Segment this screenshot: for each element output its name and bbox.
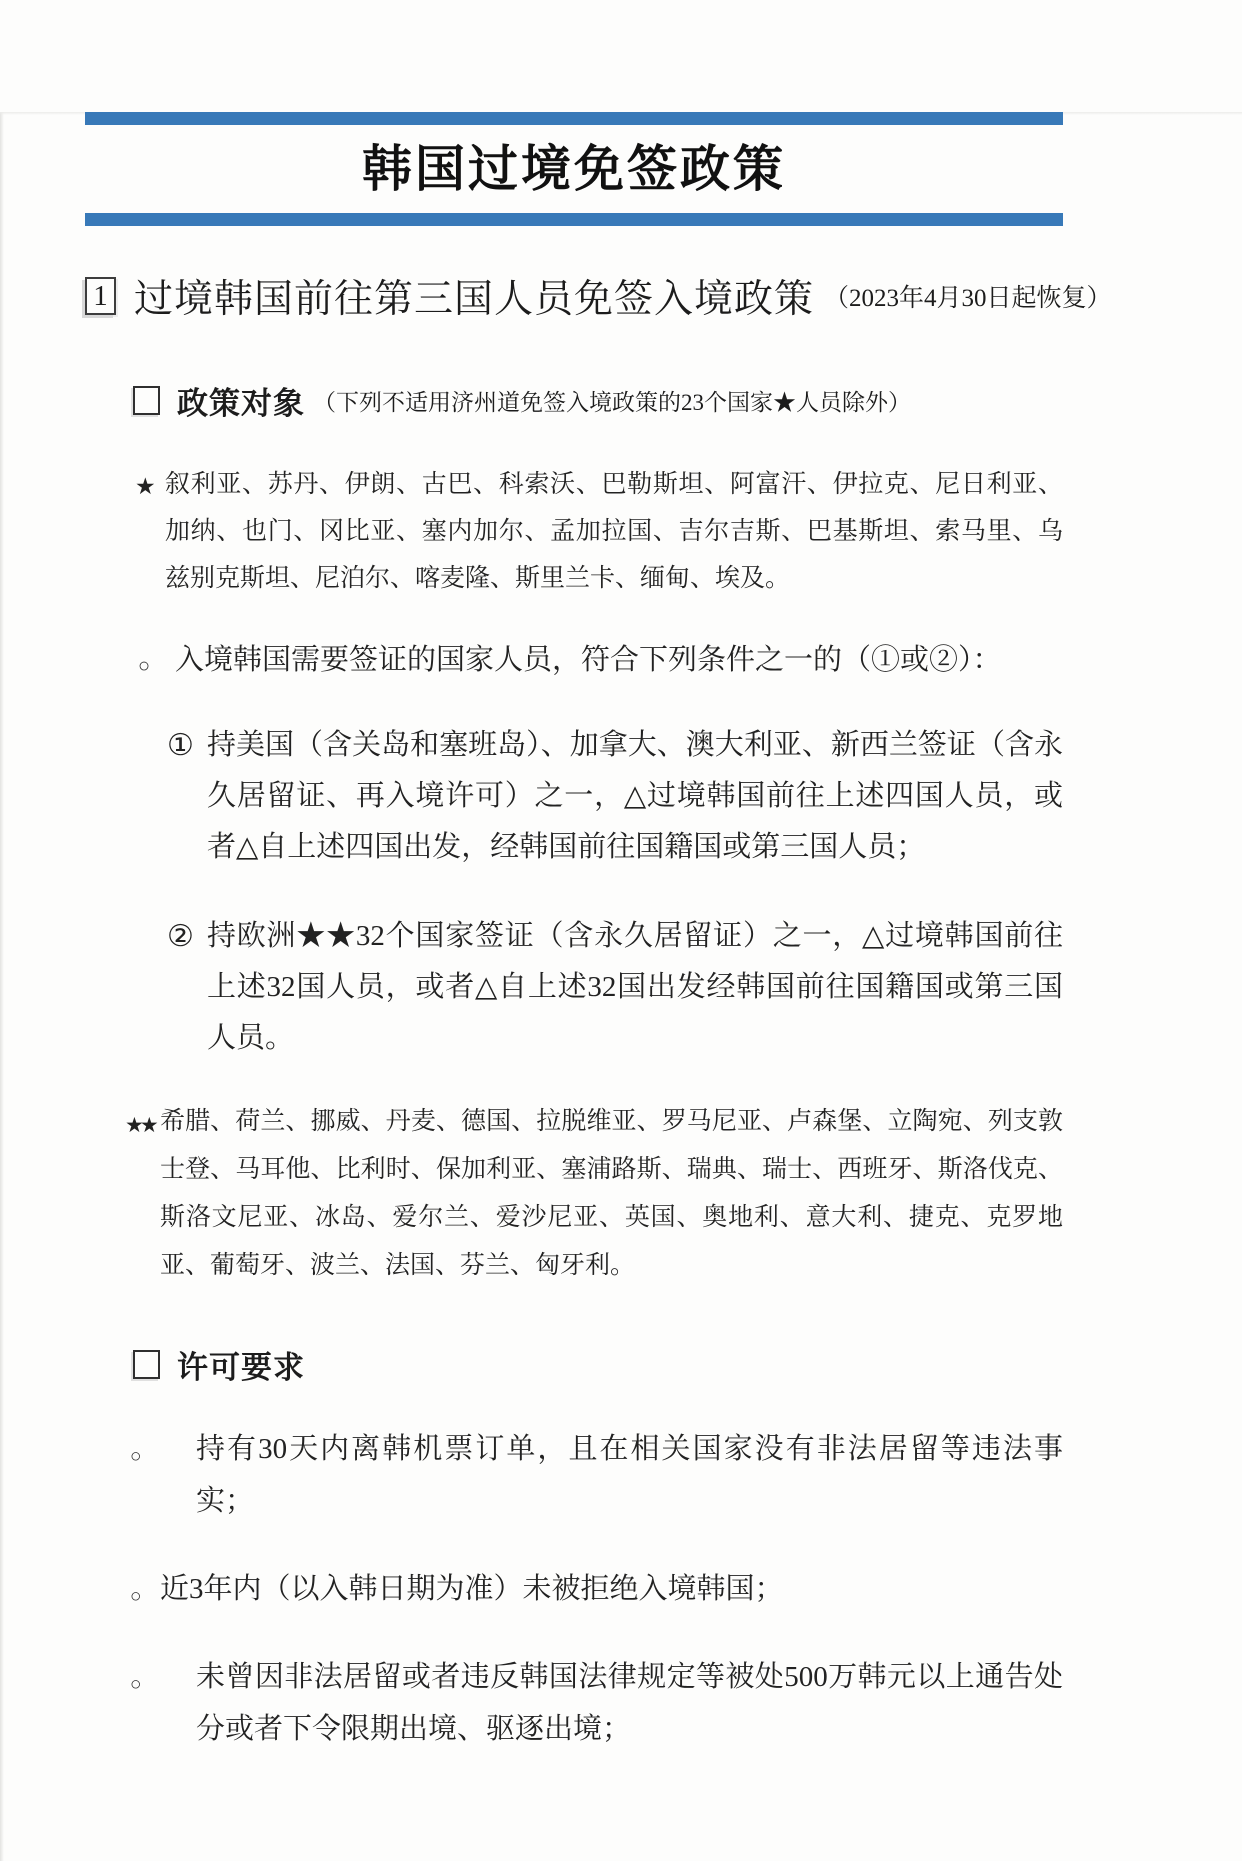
condition-2-paragraph [85, 911, 1063, 1064]
condition-1-text: 持美国（含关岛和塞班岛）、加拿大、澳大利亚、新西兰签证（含永久居留证、再入境许可）之一，△过境韩国前往上述四国人员，或者△自上述四国出发，经韩国前往国籍国或第三国人员； [207, 729, 1063, 863]
circle-marker-icon: ○ [130, 1674, 142, 1695]
requirement-2-text: 近3年内（以入韩日期为准）未被拒绝入境韩国； [160, 1573, 784, 1605]
double-star-marker-icon: ★★ [125, 1113, 155, 1137]
policy-target-note: （下列不适用济州道免签入境政策的23个国家★人员除外） [313, 390, 911, 415]
section-heading-text: 过境韩国前往第三国人员免签入境政策 [134, 278, 815, 321]
condition-2-text: 持欧洲★★32个国家签证（含永久居留证）之一，△过境韩国前往上述32国人员，或者△自上述32国出发经韩国前往国籍国或第三国人员。 [207, 920, 1063, 1054]
policy-target-heading [85, 378, 1063, 423]
requirement-item [85, 1563, 1063, 1615]
requirement-item [85, 1651, 1063, 1755]
circled-one-icon: ① [167, 729, 194, 762]
european-countries-paragraph [85, 1098, 1063, 1290]
requirements-heading [85, 1342, 1063, 1387]
document-title: 韩国过境免签政策 [362, 141, 786, 197]
hollow-square-icon [133, 1350, 160, 1379]
hollow-square-icon [133, 386, 160, 415]
scan-edge-left [0, 112, 4, 1861]
policy-target-label: 政策对象 [177, 386, 305, 421]
circled-two-icon: ② [167, 920, 194, 953]
requirement-3-text: 未曾因非法居留或者违反韩国法律规定等被处500万韩元以上通告处分或者下令限期出境、驱逐出境； [196, 1661, 1063, 1745]
condition-1-paragraph [85, 720, 1063, 873]
excluded-countries-paragraph [85, 461, 1063, 602]
star-marker-icon: ★ [135, 474, 156, 499]
title-bottom-rule [85, 213, 1063, 226]
section-number-box: 1 [85, 277, 116, 315]
title-top-rule [85, 112, 1063, 125]
requirements-label: 许可要求 [177, 1350, 305, 1385]
requirement-item [85, 1423, 1063, 1527]
european-countries-text: 希腊、荷兰、挪威、丹麦、德国、拉脱维亚、罗马尼亚、卢森堡、立陶宛、列支敦士登、马耳他、比利时、保加利亚、塞浦路斯、瑞典、瑞士、西班牙、斯洛伐克、斯洛文尼亚、冰岛、爱尔兰、爱沙尼亚、英国、奥地利、意大利、捷克、克罗地亚、葡萄牙、波兰、法国、芬兰、匈牙利。 [160, 1108, 1063, 1279]
visa-intro-text: 入境韩国需要签证的国家人员，符合下列条件之一的（①或②）： [175, 644, 1002, 676]
requirement-1-text: 持有30天内离韩机票订单，且在相关国家没有非法居留等违法事实； [196, 1433, 1063, 1517]
excluded-countries-text: 叙利亚、苏丹、伊朗、古巴、科索沃、巴勒斯坦、阿富汗、伊拉克、尼日利亚、加纳、也门、冈比亚、塞内加尔、孟加拉国、吉尔吉斯、巴基斯坦、索马里、乌兹别克斯坦、尼泊尔、喀麦隆、斯里兰卡、缅甸、埃及。 [165, 471, 1063, 592]
section-heading [85, 268, 1112, 324]
document-page [85, 112, 1112, 1755]
circle-marker-icon: ○ [130, 1446, 142, 1467]
circle-marker-icon: ○ [138, 655, 151, 677]
circle-marker-icon: ○ [130, 1586, 142, 1607]
visa-intro-paragraph [85, 638, 1063, 682]
section-heading-note: （2023年4月30日起恢复） [824, 285, 1112, 312]
